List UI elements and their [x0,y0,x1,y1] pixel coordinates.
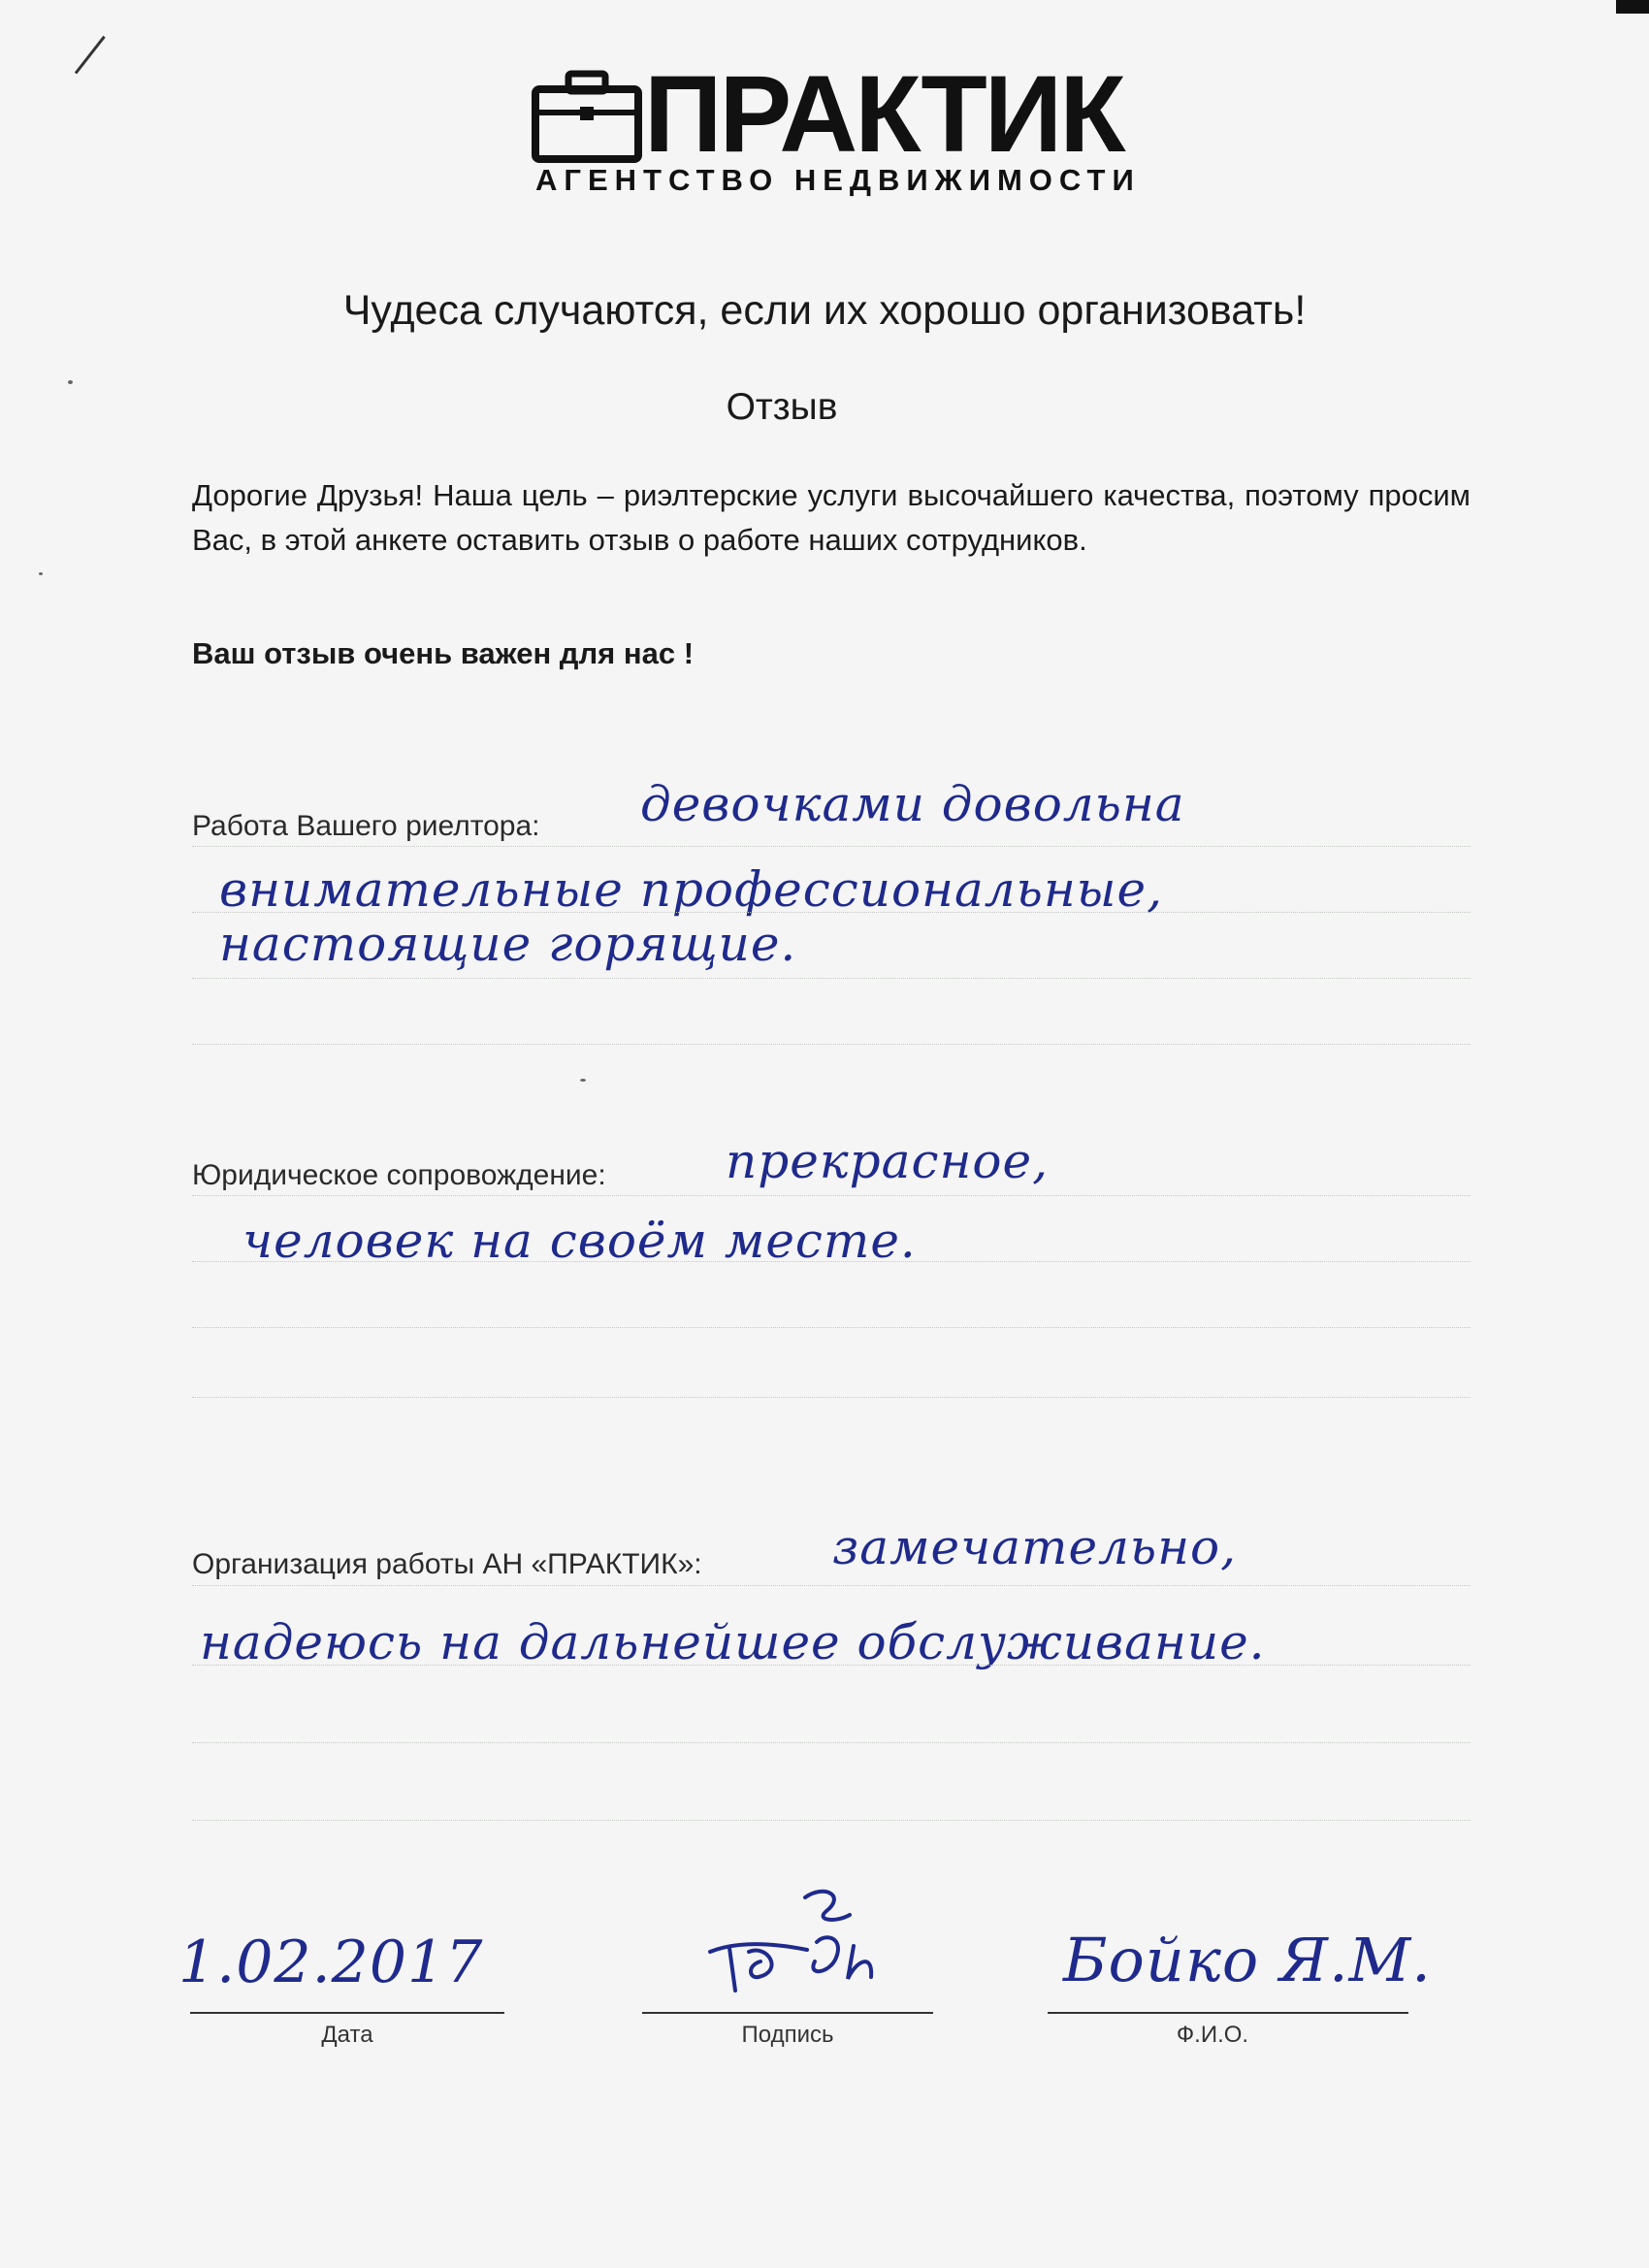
scan-speck [39,572,43,575]
answer-rule [192,1820,1471,1821]
answer-rule [192,978,1471,979]
answer-rule [192,1044,1471,1045]
answer-rule [192,1195,1471,1196]
fio-value: Бойко Я.М. [1063,1925,1432,1995]
logo-subtitle: АГЕНТСТВО НЕДВИЖИМОСТИ [535,163,1141,197]
date-value: 1.02.2017 [178,1928,484,1996]
signature-line [642,2012,933,2014]
realtor-work-answer-line3: настоящие горящие. [219,916,797,972]
legal-support-label: Юридическое сопровождение: [192,1159,606,1191]
legal-support-answer-line2: человек на своём месте. [242,1213,917,1269]
slogan: Чудеса случаются, если их хорошо организовать! [342,287,1307,334]
company-logo [532,53,1141,204]
answer-rule [192,1261,1471,1262]
answer-rule [192,1397,1471,1398]
scan-corner-mark [1616,0,1649,14]
agency-organization-answer-line2: надеюсь на дальнейшее обслуживание. [200,1614,1266,1670]
intro-paragraph: Дорогие Друзья! Наша цель – риэлтерские услуги высочайшего качества, поэтому просим Вас, в этой анкете оставить отзыв о работе наших сотрудников. [192,478,1471,557]
agency-organization-label: Организация работы АН «ПРАКТИК»: [192,1548,702,1580]
fio-line [1048,2012,1408,2014]
page-title: Отзыв [726,386,838,428]
answer-rule [192,1327,1471,1328]
importance-note: Ваш отзыв очень важен для нас ! [192,636,695,670]
date-line [190,2012,504,2014]
answer-rule [192,1665,1471,1666]
scan-speck [580,1079,586,1082]
agency-organization-answer-line1: замечательно, [832,1519,1238,1575]
realtor-work-answer-line1: девочками довольна [640,776,1185,832]
pen-stroke-mark [75,36,106,75]
legal-support-answer-line1: прекрасное, [726,1133,1049,1189]
signature-caption: Подпись [741,2022,834,2048]
handwritten-signature [691,1884,904,2010]
scan-speck [68,380,73,384]
logo-name: ПРАКТИК [644,53,1123,175]
briefcase-icon [532,70,646,163]
fio-caption: Ф.И.О. [1176,2022,1249,2048]
date-caption: Дата [321,2022,373,2048]
answer-rule [192,1585,1471,1586]
realtor-work-label: Работа Вашего риелтора: [192,810,540,842]
answer-rule [192,846,1471,847]
answer-rule [192,912,1471,913]
answer-rule [192,1742,1471,1743]
realtor-work-answer-line2: внимательные профессиональные, [219,861,1163,918]
